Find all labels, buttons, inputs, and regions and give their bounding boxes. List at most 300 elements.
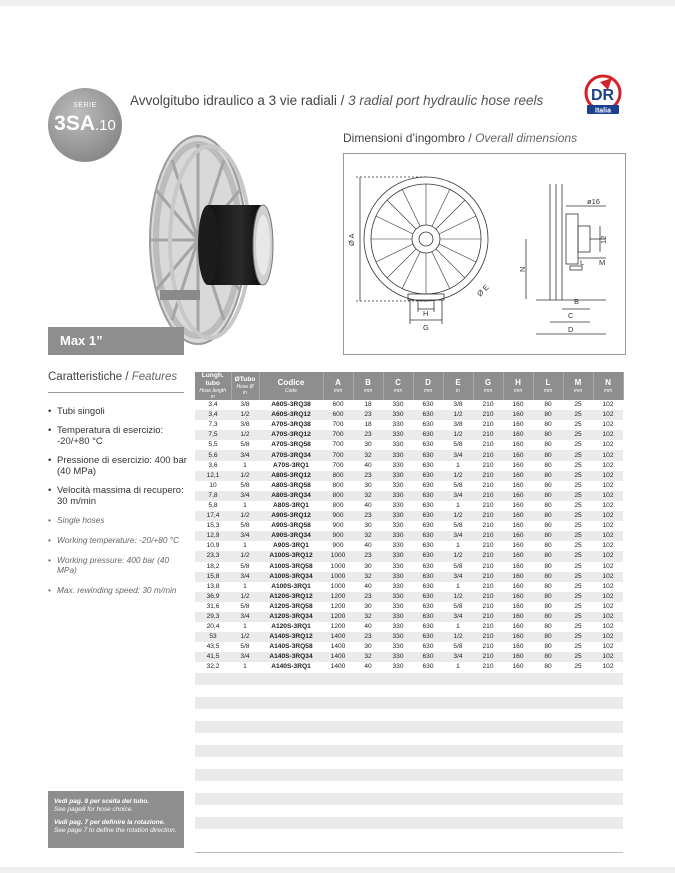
table-cell: 160 (512, 481, 524, 489)
table-cell: 630 (413, 491, 443, 501)
table-cell: 40 (364, 623, 372, 631)
table-cell: 15,8 (195, 572, 231, 582)
note-rotation-it: Vedi pag. 7 per definire la rotazione. (54, 819, 166, 826)
table-cell: 102 (602, 522, 614, 530)
table-cell: 3/4 (231, 450, 259, 460)
table-empty-cell (323, 817, 353, 829)
table-cell: 1/2 (443, 551, 473, 561)
table-cell: 3/8 (240, 401, 250, 409)
header-label: Lungh. tubo (201, 372, 224, 387)
table-empty-cell (195, 769, 231, 781)
feature-item-en: • Working temperature: -20/+80 °C (48, 535, 188, 545)
table-cell: 330 (392, 542, 404, 550)
table-cell: 3/4 (231, 572, 259, 582)
table-cell: 80 (544, 481, 552, 489)
table-cell: 1/2 (231, 410, 259, 420)
table-empty-cell (353, 733, 383, 745)
header-label: D (425, 377, 431, 387)
table-cell: 330 (392, 582, 404, 590)
table-row (195, 430, 623, 440)
table-cell: 18,2 (206, 562, 220, 570)
table-empty-cell (259, 793, 323, 805)
table-cell: 32 (353, 652, 383, 662)
table-empty-cell (231, 757, 259, 769)
table-empty-cell (473, 745, 503, 757)
dimensions-title-en: Overall dimensions (475, 131, 578, 145)
note-rotation-en: See page 7 to define the rotation direction. (54, 827, 177, 834)
dimensions-title-it: Dimensioni d’ingombro / (343, 131, 476, 145)
table-cell: 330 (392, 401, 404, 409)
table-cell: 1/2 (443, 430, 473, 440)
table-row (195, 440, 623, 450)
table-empty-cell (473, 697, 503, 709)
table-cell: 160 (503, 511, 533, 521)
table-cell: 7,5 (195, 430, 231, 440)
header-sublabel: Code (285, 387, 297, 394)
table-cell: 25 (574, 401, 582, 409)
table-row (195, 481, 623, 491)
table-cell: 630 (422, 501, 434, 509)
table-empty-cell (383, 709, 413, 721)
table-cell: 25 (574, 602, 582, 610)
table-cell: 25 (574, 623, 582, 631)
table-cell: 3,4 (208, 401, 218, 409)
page-bottom-edge (0, 867, 675, 873)
table-cell: 25 (563, 612, 593, 622)
table-empty-cell (231, 709, 259, 721)
table-cell: 80 (533, 430, 563, 440)
table-cell: 1000 (323, 572, 353, 582)
table-cell: 160 (503, 471, 533, 481)
table-cell: 102 (602, 602, 614, 610)
table-cell: 3/4 (443, 572, 473, 582)
table-empty-cell (533, 781, 563, 793)
table-cell: 10,9 (206, 542, 220, 550)
table-empty-cell (353, 757, 383, 769)
table-empty-cell (533, 757, 563, 769)
table-cell: 210 (482, 562, 494, 570)
table-cell: 160 (503, 551, 533, 561)
table-cell: 210 (473, 491, 503, 501)
table-empty-cell (443, 793, 473, 805)
table-empty-cell (563, 709, 593, 721)
table-cell: 3/8 (453, 421, 463, 429)
table-empty-cell (533, 673, 563, 685)
table-empty-cell (413, 733, 443, 745)
table-cell: 5/8 (240, 481, 250, 489)
table-cell: 23 (353, 471, 383, 481)
table-empty-cell (413, 829, 443, 841)
series-code-main: 3SA (54, 112, 95, 135)
table-empty-cell (323, 673, 353, 685)
header-label: G (484, 377, 492, 387)
table-cell: 32 (353, 612, 383, 622)
table-cell: A90S-3RQ34 (259, 531, 323, 541)
table-cell: A80S-3RQ12 (259, 471, 323, 481)
table-cell: 630 (422, 623, 434, 631)
table-cell: 630 (413, 471, 443, 481)
table-cell: 80 (544, 542, 552, 550)
table-cell: 102 (593, 410, 623, 420)
table-row (195, 471, 623, 481)
table-cell: 102 (602, 582, 614, 590)
table-empty-cell (563, 769, 593, 781)
features-title (48, 371, 177, 383)
table-cell: 630 (422, 522, 434, 530)
table-empty-cell (323, 709, 353, 721)
table-empty-cell (259, 829, 323, 841)
table-cell: 80 (533, 531, 563, 541)
table-cell: 330 (383, 450, 413, 460)
table-cell: 330 (383, 652, 413, 662)
feature-item: • Pressione di esercizio: 400 bar (40 MPa) (48, 455, 188, 477)
table-cell: 5/8 (240, 562, 250, 570)
table-empty-cell (593, 817, 623, 829)
header-sublabel: Hose length (199, 388, 227, 394)
table-empty-cell (473, 805, 503, 817)
table-cell: 3/4 (443, 531, 473, 541)
table-cell: 210 (482, 663, 494, 671)
table-cell: 160 (503, 652, 533, 662)
table-empty-cell (593, 721, 623, 733)
table-cell: 3/4 (443, 491, 473, 501)
table-empty-cell (383, 745, 413, 757)
table-cell: 160 (512, 421, 524, 429)
table-cell: 102 (602, 643, 614, 651)
features-title-it: Caratteristiche / (48, 371, 132, 383)
table-cell: 5/8 (240, 441, 250, 449)
table-cell: 160 (512, 623, 524, 631)
table-empty-cell (473, 829, 503, 841)
table-row (195, 582, 623, 592)
table-header-cell (259, 372, 323, 400)
feature-item-en: • Working pressure: 400 bar (40 MPa) (48, 555, 188, 575)
table-cell: 210 (482, 421, 494, 429)
table-empty-cell (593, 805, 623, 817)
table-cell: 160 (503, 430, 533, 440)
table-cell: 80 (544, 623, 552, 631)
table-empty-cell (259, 817, 323, 829)
table-empty-cell (503, 829, 533, 841)
table-cell: 102 (593, 652, 623, 662)
table-empty-cell (231, 673, 259, 685)
table-cell: 102 (602, 542, 614, 550)
table-cell: 25 (563, 652, 593, 662)
table-empty-cell (353, 793, 383, 805)
table-cell: 1200 (330, 602, 346, 610)
table-empty-cell (323, 805, 353, 817)
table-cell: 210 (473, 632, 503, 642)
table-empty-cell (195, 793, 231, 805)
table-cell: 1000 (330, 562, 346, 570)
table-cell: 5/8 (453, 562, 463, 570)
table-empty-cell (259, 721, 323, 733)
table-row (195, 592, 623, 602)
table-cell: 15,3 (206, 522, 220, 530)
table-cell: 210 (482, 643, 494, 651)
table-row (195, 572, 623, 582)
table-cell: 13,8 (206, 582, 220, 590)
table-cell: A100S-3RQ1 (271, 582, 311, 590)
header-label: E (455, 377, 461, 387)
header-label: N (605, 377, 611, 387)
table-cell: 80 (544, 582, 552, 590)
table-cell: A60S-3RQ38 (271, 401, 311, 409)
table-cell: 210 (473, 511, 503, 521)
table-empty-cell (593, 697, 623, 709)
table-cell: 102 (593, 592, 623, 602)
table-cell: 80 (533, 551, 563, 561)
spec-table (195, 372, 624, 841)
table-cell: A140S-3RQ34 (259, 652, 323, 662)
header-label: B (365, 377, 371, 387)
table-cell: 630 (422, 663, 434, 671)
series-code-sub: .10 (95, 117, 116, 134)
table-empty-cell (195, 781, 231, 793)
table-empty-cell (563, 685, 593, 697)
table-cell: 80 (544, 562, 552, 570)
table-empty-cell (533, 829, 563, 841)
table-cell: 25 (574, 542, 582, 550)
table-cell: A80S-3RQ1 (273, 501, 309, 509)
table-cell: 900 (323, 511, 353, 521)
table-cell: 25 (574, 663, 582, 671)
table-cell: 25 (563, 491, 593, 501)
table-cell: 210 (473, 652, 503, 662)
table-cell: 210 (473, 572, 503, 582)
table-cell: 630 (413, 551, 443, 561)
dim-label-d: D (568, 325, 574, 334)
table-cell: 102 (593, 531, 623, 541)
header-unit: m (210, 394, 215, 400)
table-header-cell (593, 372, 623, 400)
table-header-cell (503, 372, 533, 400)
table-empty-cell (503, 709, 533, 721)
table-cell: 3,6 (208, 461, 218, 469)
table-cell: 210 (473, 450, 503, 460)
dim-label-d16: ø16 (587, 197, 600, 206)
table-cell: 25 (563, 531, 593, 541)
table-cell: 3/4 (231, 612, 259, 622)
table-cell: 800 (323, 491, 353, 501)
notes-box (48, 791, 184, 848)
table-cell: 210 (473, 531, 503, 541)
table-empty-cell (231, 805, 259, 817)
table-cell: 30 (364, 602, 372, 610)
table-cell: 80 (544, 501, 552, 509)
table-cell: 210 (473, 592, 503, 602)
table-cell: 80 (533, 410, 563, 420)
table-cell: 102 (602, 663, 614, 671)
table-empty-cell (533, 745, 563, 757)
table-empty-cell (503, 685, 533, 697)
table-empty-cell (443, 721, 473, 733)
table-cell: 3/8 (240, 421, 250, 429)
header-unit: mm (543, 387, 553, 394)
header-label: Codice (277, 377, 305, 387)
table-cell: A120S-3RQ34 (259, 612, 323, 622)
table-header-cell (563, 372, 593, 400)
table-empty-cell (473, 781, 503, 793)
table-empty-cell (383, 805, 413, 817)
table-cell: A100S-3RQ12 (259, 551, 323, 561)
table-empty-cell (195, 817, 231, 829)
table-cell: 30 (364, 522, 372, 530)
table-cell: 330 (392, 441, 404, 449)
table-cell: 330 (383, 430, 413, 440)
table-empty-cell (383, 781, 413, 793)
table-cell: 32 (353, 450, 383, 460)
table-cell: 630 (422, 542, 434, 550)
table-empty-cell (353, 697, 383, 709)
logo-letters: DR (591, 87, 615, 104)
table-row (195, 612, 623, 622)
table-cell: 210 (482, 461, 494, 469)
table-cell: 36,9 (195, 592, 231, 602)
series-badge (48, 88, 122, 162)
hose-reel-photo (120, 130, 320, 350)
feature-item: • Temperatura di esercizio: -20/+80 °C (48, 425, 188, 447)
table-empty-cell (195, 721, 231, 733)
table-empty-cell (231, 697, 259, 709)
table-cell: 160 (512, 542, 524, 550)
table-cell: 800 (323, 471, 353, 481)
table-empty-cell (195, 733, 231, 745)
table-cell: A100S-3RQ58 (269, 562, 313, 570)
table-cell: 630 (422, 421, 434, 429)
table-cell: 1/2 (231, 592, 259, 602)
table-empty-cell (383, 793, 413, 805)
table-cell: 3/4 (443, 450, 473, 460)
dim-label-c: C (568, 311, 574, 320)
table-empty-cell (443, 757, 473, 769)
table-cell: A80S-3RQ58 (271, 481, 311, 489)
header-label: A (335, 377, 341, 387)
table-cell: 1 (456, 623, 460, 631)
table-empty-cell (503, 805, 533, 817)
table-empty-cell (473, 673, 503, 685)
table-cell: A140S-3RQ1 (271, 663, 311, 671)
table-cell: 700 (332, 441, 344, 449)
table-cell: 1 (243, 582, 247, 590)
table-empty-cell (413, 793, 443, 805)
table-cell: 5/8 (453, 441, 463, 449)
table-cell: 80 (533, 491, 563, 501)
table-cell: 630 (422, 481, 434, 489)
table-cell: 160 (512, 461, 524, 469)
table-cell: 330 (392, 663, 404, 671)
table-cell: 330 (392, 623, 404, 631)
table-cell: 5/8 (240, 643, 250, 651)
table-cell: 210 (482, 582, 494, 590)
table-cell: 5,8 (208, 501, 218, 509)
table-empty-cell (443, 697, 473, 709)
table-cell: 1 (243, 663, 247, 671)
table-cell: A70S-3RQ1 (273, 461, 309, 469)
table-empty-cell (353, 781, 383, 793)
table-cell: 102 (602, 441, 614, 449)
table-cell: 630 (413, 592, 443, 602)
table-cell: 900 (332, 522, 344, 530)
table-row (195, 420, 623, 430)
table-cell: 3/4 (443, 612, 473, 622)
table-empty-cell (473, 793, 503, 805)
table-empty-cell (259, 697, 323, 709)
table-empty-row (195, 685, 623, 697)
table-empty-cell (259, 709, 323, 721)
table-cell: 23 (353, 511, 383, 521)
table-empty-cell (563, 793, 593, 805)
table-empty-row (195, 745, 623, 757)
table-cell: 102 (593, 632, 623, 642)
table-cell: 330 (383, 531, 413, 541)
table-cell: 30 (364, 562, 372, 570)
table-cell: 630 (422, 461, 434, 469)
table-cell: 12,1 (195, 471, 231, 481)
table-empty-cell (533, 697, 563, 709)
table-cell: 160 (503, 410, 533, 420)
table-cell: A70S-3RQ58 (271, 441, 311, 449)
table-empty-cell (533, 805, 563, 817)
dim-label-g: G (423, 323, 429, 332)
table-cell: 160 (512, 663, 524, 671)
table-row (195, 501, 623, 511)
table-cell: 1 (243, 501, 247, 509)
header-label: ØTubo (234, 376, 256, 383)
table-cell: 160 (503, 632, 533, 642)
table-cell: 5/8 (240, 522, 250, 530)
table-row (195, 450, 623, 460)
table-cell: 160 (512, 643, 524, 651)
table-cell: 330 (383, 471, 413, 481)
table-empty-cell (259, 745, 323, 757)
table-empty-cell (503, 817, 533, 829)
table-cell: A120S-3RQ1 (271, 623, 311, 631)
table-empty-cell (503, 781, 533, 793)
table-cell: 20,4 (206, 623, 220, 631)
table-empty-cell (533, 817, 563, 829)
table-empty-cell (473, 733, 503, 745)
table-empty-cell (443, 673, 473, 685)
table-empty-cell (323, 829, 353, 841)
table-cell: 30 (364, 643, 372, 651)
table-empty-cell (413, 781, 443, 793)
table-cell: 1/2 (443, 410, 473, 420)
table-cell: 25 (563, 632, 593, 642)
table-cell: 1/2 (443, 511, 473, 521)
table-cell: 25 (563, 592, 593, 602)
table-cell: 630 (413, 531, 443, 541)
table-cell: 700 (323, 450, 353, 460)
table-empty-cell (473, 769, 503, 781)
table-cell: 330 (383, 592, 413, 602)
table-cell: 102 (602, 623, 614, 631)
table-cell: 330 (392, 643, 404, 651)
table-empty-cell (259, 769, 323, 781)
table-cell: 40 (364, 501, 372, 509)
table-cell: 25 (574, 582, 582, 590)
table-empty-cell (533, 769, 563, 781)
feature-item-en: • Single hoses (48, 515, 188, 525)
table-empty-cell (323, 745, 353, 757)
table-cell: 30 (364, 481, 372, 489)
table-empty-row (195, 781, 623, 793)
table-cell: 102 (602, 461, 614, 469)
table-cell: 1200 (323, 592, 353, 602)
table-cell: 80 (544, 421, 552, 429)
table-cell: 3/4 (231, 491, 259, 501)
table-empty-cell (231, 733, 259, 745)
